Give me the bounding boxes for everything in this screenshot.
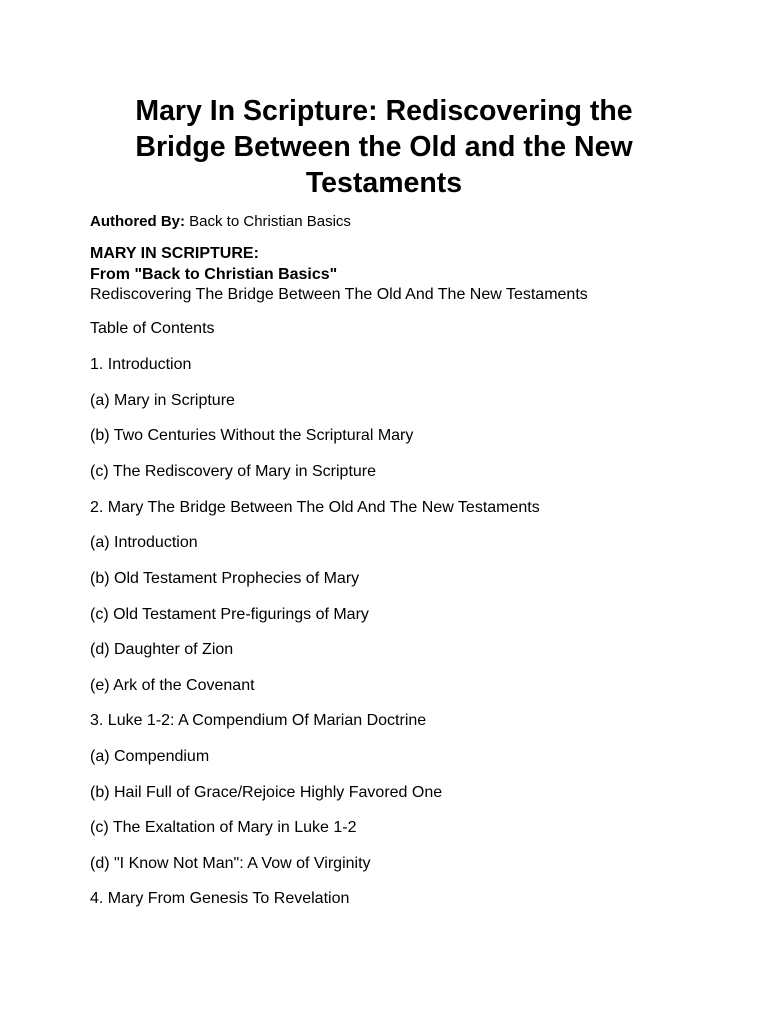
section-heading <box>90 244 588 306</box>
heading-subtitle: Rediscovering The Bridge Between The Old And The New Testaments <box>90 286 588 303</box>
document-title: Mary In Scripture: Rediscovering the Bridge Between the Old and the New Testaments <box>135 95 633 199</box>
toc-item: (b) Two Centuries Without the Scriptural Mary <box>90 427 414 444</box>
author-name: Back to Christian Basics <box>189 213 351 230</box>
toc-item: (a) Mary in Scripture <box>90 392 235 409</box>
heading-line-1: MARY IN SCRIPTURE: <box>90 245 259 262</box>
toc-item: 4. Mary From Genesis To Revelation <box>90 890 350 907</box>
toc-item: (b) Hail Full of Grace/Rejoice Highly Favored One <box>90 784 443 801</box>
author-line <box>90 212 351 232</box>
toc-item: (d) Daughter of Zion <box>90 641 234 658</box>
toc-item: (b) Old Testament Prophecies of Mary <box>90 570 360 587</box>
toc-item: (d) "I Know Not Man": A Vow of Virginity <box>90 855 371 872</box>
toc-item: (a) Compendium <box>90 748 210 765</box>
toc-item: (c) The Exaltation of Mary in Luke 1-2 <box>90 819 357 836</box>
toc-item: (c) The Rediscovery of Mary in Scripture <box>90 463 377 480</box>
heading-line-2: From "Back to Christian Basics" <box>90 265 338 283</box>
toc-item: (a) Introduction <box>90 534 198 551</box>
author-label: Authored By: <box>90 213 185 230</box>
toc-item: 3. Luke 1-2: A Compendium Of Marian Doctrine <box>90 712 427 729</box>
toc-item: 1. Introduction <box>90 356 192 373</box>
toc-item: 2. Mary The Bridge Between The Old And The New Testaments <box>90 499 540 516</box>
toc-item: (e) Ark of the Covenant <box>90 677 255 694</box>
toc-item: (c) Old Testament Pre-figurings of Mary <box>90 606 369 623</box>
toc-heading: Table of Contents <box>90 320 215 337</box>
